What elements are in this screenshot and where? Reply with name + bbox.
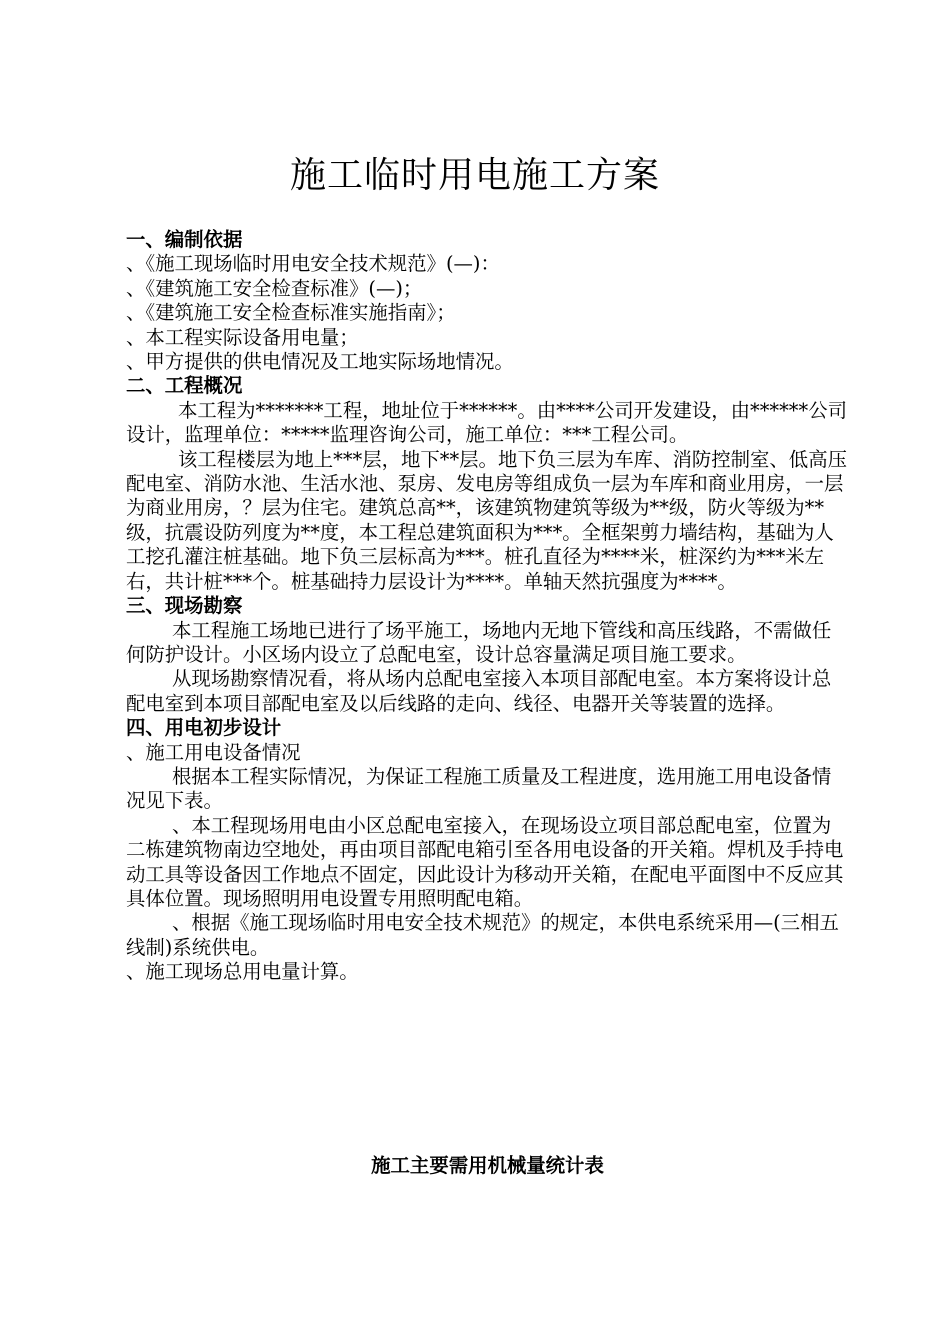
paragraph: 从现场勘察情况看，将从场内总配电室接入本项目部配电室。本方案将设计总配电室到本项目部配电室及以后线路的走向、线径、电器开关等装置的选择。 [126,667,832,715]
list-item: 、甲方提供的供电情况及工地实际场地情况。 [126,350,514,374]
paragraph: 、根据《施工现场临时用电安全技术规范》的规定，本供电系统采用—(三相五线制)系统供电。 [126,911,839,959]
list-item: 、施工现场总用电量计算。 [126,960,359,984]
paragraph: 本工程施工场地已进行了场平施工，场地内无地下管线和高压线路，不需做任何防护设计。小区场内设立了总配电室，设计总容量满足项目施工要求。 [126,618,832,666]
list-item: 、《建筑施工安全检查标准实施指南》； [126,301,456,325]
paragraph: 根据本工程实际情况，为保证工程施工质量及工程进度，选用施工用电设备情况见下表。 [126,764,832,813]
list-item: 、《建筑施工安全检查标准》(—)； [126,276,423,300]
table-title: 施工主要需用机械量统计表 [371,1154,604,1177]
section-heading-3: 三、现场勘察 [126,594,243,618]
section-heading-1: 一、编制依据 [126,228,243,251]
paragraph: 、本工程现场用电由小区总配电室接入，在现场设立项目部总配电室，位置为二栋建筑物南边空地处，再由项目部配电箱引至各用电设备的开关箱。焊机及手持电动工具等设备因工作地点不固定，因此设计为移动开关箱，在配电平面图中不反应其具体位置。现场照明用电设置专用照明配电箱。 [126,813,844,910]
list-item: 、《施工现场临时用电安全技术规范》(—)： [126,252,500,276]
list-item: 、施工用电设备情况 [126,740,301,764]
section-heading-2: 二、工程概况 [126,374,243,398]
document-body [126,228,848,985]
page-title: 施工临时用电施工方案 [289,155,660,197]
paragraph: 该工程楼层为地上***层，地下**层。地下负三层为车库、消防控制室、低高压配电室、消防水池、生活水池、泵房、发电房等组成负一层为车库和商业用房，一层为商业用房，？层为住宅。建筑总高**，该建筑物建筑等级为**级，防火等级为**级，抗震设防列度为**度，本工程总建筑面积为***。全框架剪力墙结构，基础为人工挖孔灌注桩基础。地下负三层标高为***。桩孔直径为****米，桩深约为***米左右，共计桩***个。桩基础持力层设计为****。单轴天然抗强度为****。 [126,447,847,593]
section-heading-4: 四、用电初步设计 [126,716,282,740]
list-item: 、本工程实际设备用电量； [126,325,359,349]
paragraph: 本工程为*******工程，地址位于******。由****公司开发建设，由******公司设计，监理单位：*****监理咨询公司，施工单位：***工程公司。 [126,398,847,447]
